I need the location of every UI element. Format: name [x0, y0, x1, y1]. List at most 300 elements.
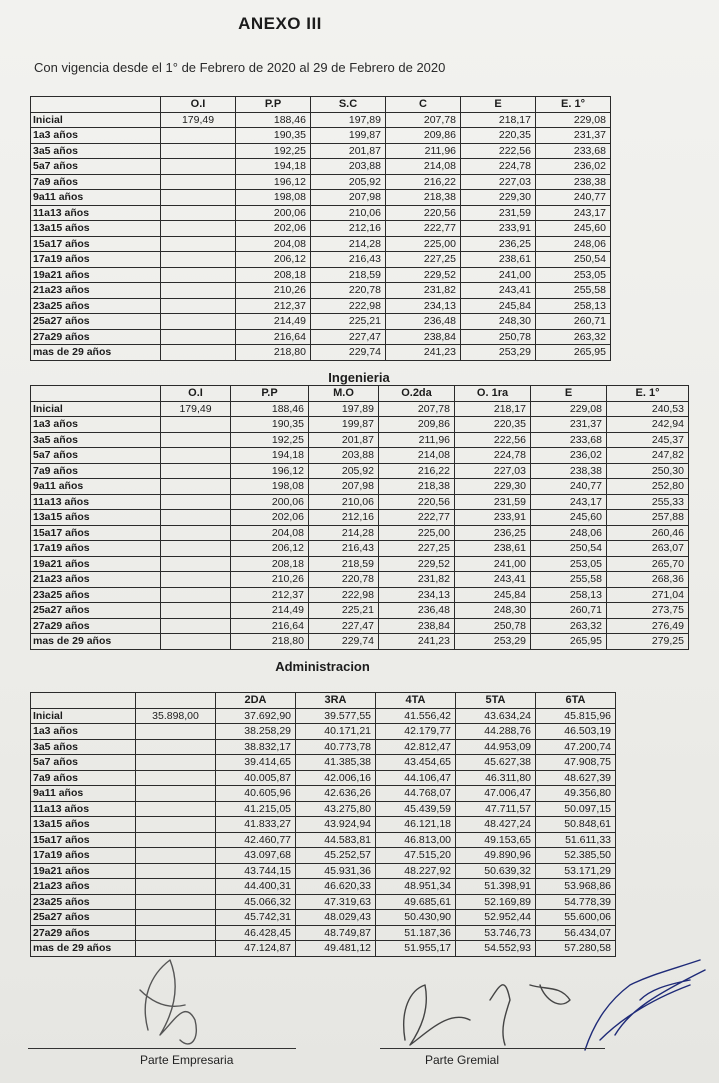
row-label: mas de 29 años: [31, 634, 161, 650]
table-cell: 253,29: [461, 345, 536, 361]
table-cell: 50.097,15: [536, 801, 616, 817]
table-cell: 216,22: [379, 463, 455, 479]
row-label: 23a25 años: [31, 894, 136, 910]
table-cell: 222,77: [386, 221, 461, 237]
table-cell: 50.639,32: [456, 863, 536, 879]
table-cell: 40.005,87: [216, 770, 296, 786]
table-cell: 52.952,44: [456, 910, 536, 926]
table-cell: 238,84: [386, 329, 461, 345]
table-cell: 179,49: [161, 112, 236, 128]
table-cell: 48.029,43: [296, 910, 376, 926]
table-cell: 245,37: [607, 432, 689, 448]
table-cell: 231,59: [455, 494, 531, 510]
table-cell: 51.611,33: [536, 832, 616, 848]
table-cell: 216,43: [309, 541, 379, 557]
table-cell: 255,58: [536, 283, 611, 299]
row-label: 7a9 años: [31, 463, 161, 479]
table-cell: 47.124,87: [216, 941, 296, 957]
table-cell: 45.439,59: [376, 801, 456, 817]
row-label: 15a17 años: [31, 525, 161, 541]
table-cell: 231,37: [536, 128, 611, 144]
column-header: O.I: [161, 97, 236, 113]
table-cell: 260,71: [536, 314, 611, 330]
column-header: 4TA: [376, 693, 456, 709]
row-label: Inicial: [31, 112, 161, 128]
table-cell: 53.171,29: [536, 863, 616, 879]
table-cell: 240,77: [536, 190, 611, 206]
signature-right: [585, 960, 705, 1050]
table-cell: 231,59: [461, 205, 536, 221]
table-cell: 204,08: [236, 236, 311, 252]
row-label: 13a15 años: [31, 510, 161, 526]
row-label: 5a7 años: [31, 159, 161, 175]
table-cell: 43.097,68: [216, 848, 296, 864]
table-cell: 252,80: [607, 479, 689, 495]
table-cell: 224,78: [455, 448, 531, 464]
table-cell: 231,82: [379, 572, 455, 588]
table-cell: 263,32: [531, 618, 607, 634]
row-label: 1a3 años: [31, 417, 161, 433]
table-cell: 51.955,17: [376, 941, 456, 957]
table-cell: 40.773,78: [296, 739, 376, 755]
table-cell: 243,41: [461, 283, 536, 299]
table-cell: 250,54: [536, 252, 611, 268]
row-label: 1a3 años: [31, 724, 136, 740]
table-cell: 243,17: [536, 205, 611, 221]
table-cell: 236,02: [536, 159, 611, 175]
table-cell: 216,64: [231, 618, 309, 634]
table-cell: 51.398,91: [456, 879, 536, 895]
table-cell: 44.768,07: [376, 786, 456, 802]
row-label: 17a19 años: [31, 848, 136, 864]
table-cell: 41.215,05: [216, 801, 296, 817]
table-cell: 258,13: [531, 587, 607, 603]
table-cell: 222,56: [455, 432, 531, 448]
table-cell: 51.187,36: [376, 925, 456, 941]
table-cell: 40.605,96: [216, 786, 296, 802]
row-label: Inicial: [31, 708, 136, 724]
table-cell: 229,30: [455, 479, 531, 495]
table-cell: 39.414,65: [216, 755, 296, 771]
table-cell: 212,16: [311, 221, 386, 237]
table-cell: 45.066,32: [216, 894, 296, 910]
page-title: ANEXO III: [238, 14, 322, 33]
table-cell: 222,77: [379, 510, 455, 526]
table-cell: 263,07: [607, 541, 689, 557]
column-header: 6TA: [536, 693, 616, 709]
table-cell: 205,92: [311, 174, 386, 190]
table-cell: 227,25: [379, 541, 455, 557]
table-cell: 47.319,63: [296, 894, 376, 910]
column-header: E: [461, 97, 536, 113]
table-cell: 229,08: [536, 112, 611, 128]
table-cell: 279,25: [607, 634, 689, 650]
table-cell: 233,91: [461, 221, 536, 237]
table-cell: 209,86: [379, 417, 455, 433]
column-header: E: [531, 386, 607, 402]
row-label: 11a13 años: [31, 494, 161, 510]
table-cell: 243,17: [531, 494, 607, 510]
table-cell: 208,18: [231, 556, 309, 572]
table-cell: 222,56: [461, 143, 536, 159]
row-label: Inicial: [31, 401, 161, 417]
table-cell: 214,08: [379, 448, 455, 464]
table-cell: 210,06: [311, 205, 386, 221]
table-cell: 227,03: [461, 174, 536, 190]
table-cell: 214,49: [236, 314, 311, 330]
table-cell: 214,08: [386, 159, 461, 175]
table-cell: 45.815,96: [536, 708, 616, 724]
table-cell: 52.169,89: [456, 894, 536, 910]
signature-line-left: [28, 1048, 296, 1049]
table-cell: 194,18: [236, 159, 311, 175]
table-cell: 245,60: [531, 510, 607, 526]
column-header: P.P: [231, 386, 309, 402]
table-cell: 35.898,00: [136, 708, 216, 724]
table-cell: 265,95: [536, 345, 611, 361]
table-cell: 43.454,65: [376, 755, 456, 771]
row-label: 25a27 años: [31, 910, 136, 926]
table-cell: 220,35: [461, 128, 536, 144]
table-cell: 179,49: [161, 401, 231, 417]
table-cell: 43.924,94: [296, 817, 376, 833]
table-cell: 238,61: [461, 252, 536, 268]
table-cell: 247,82: [607, 448, 689, 464]
table-cell: 48.951,34: [376, 879, 456, 895]
table-cell: 200,06: [236, 205, 311, 221]
table-cell: 198,08: [236, 190, 311, 206]
table-cell: 43.275,80: [296, 801, 376, 817]
table-cell: 263,32: [536, 329, 611, 345]
table-cell: 196,12: [236, 174, 311, 190]
table-cell: 46.813,00: [376, 832, 456, 848]
table-cell: 48.627,39: [536, 770, 616, 786]
table-cell: 46.428,45: [216, 925, 296, 941]
row-label: 11a13 años: [31, 801, 136, 817]
table-cell: 234,13: [379, 587, 455, 603]
table-cell: 47.711,57: [456, 801, 536, 817]
table-cell: 44.400,31: [216, 879, 296, 895]
table-cell: 45.931,36: [296, 863, 376, 879]
table-cell: 236,25: [461, 236, 536, 252]
signature-line-right: [380, 1048, 605, 1049]
table-cell: 188,46: [231, 401, 309, 417]
table-cell: 218,80: [236, 345, 311, 361]
table-cell: 48.749,87: [296, 925, 376, 941]
table-cell: 250,54: [531, 541, 607, 557]
table-cell: 204,08: [231, 525, 309, 541]
signature-middle: [404, 985, 570, 1045]
row-label: 25a27 años: [31, 314, 161, 330]
table-cell: 238,38: [531, 463, 607, 479]
table-cell: 49.356,80: [536, 786, 616, 802]
table-cell: 44.106,47: [376, 770, 456, 786]
table-cell: 248,06: [536, 236, 611, 252]
table-cell: 38.258,29: [216, 724, 296, 740]
table-cell: 250,30: [607, 463, 689, 479]
table-cell: 54.552,93: [456, 941, 536, 957]
table-cell: 210,26: [236, 283, 311, 299]
row-label: 17a19 años: [31, 252, 161, 268]
table-cell: 238,38: [536, 174, 611, 190]
row-label: 9a11 años: [31, 190, 161, 206]
table-cell: 216,43: [311, 252, 386, 268]
row-label: mas de 29 años: [31, 941, 136, 957]
row-label: 7a9 años: [31, 770, 136, 786]
table-cell: 46.311,80: [456, 770, 536, 786]
table-cell: 55.600,06: [536, 910, 616, 926]
signature-label-left: Parte Empresaria: [140, 1053, 234, 1067]
table-cell: 216,22: [386, 174, 461, 190]
table-cell: 220,56: [379, 494, 455, 510]
table-cell: 224,78: [461, 159, 536, 175]
table-cell: 201,87: [309, 432, 379, 448]
table-cell: 190,35: [236, 128, 311, 144]
table-cell: 49.890,96: [456, 848, 536, 864]
section-title-administracion: Administracion: [275, 659, 370, 674]
column-header: 5TA: [456, 693, 536, 709]
table-cell: 42.636,26: [296, 786, 376, 802]
table-cell: 265,70: [607, 556, 689, 572]
table-cell: 45.742,31: [216, 910, 296, 926]
table-cell: 265,95: [531, 634, 607, 650]
table-cell: 202,06: [231, 510, 309, 526]
table-cell: 233,68: [536, 143, 611, 159]
table-cell: 49.153,65: [456, 832, 536, 848]
table-cell: 245,60: [536, 221, 611, 237]
table-cell: 210,06: [309, 494, 379, 510]
table-cell: 37.692,90: [216, 708, 296, 724]
table-cell: 227,25: [386, 252, 461, 268]
table-cell: 214,28: [311, 236, 386, 252]
column-header: E. 1°: [536, 97, 611, 113]
table-cell: 47.515,20: [376, 848, 456, 864]
table-cell: 205,92: [309, 463, 379, 479]
table-cell: 248,06: [531, 525, 607, 541]
signature-left: [140, 960, 196, 1044]
row-label: 5a7 años: [31, 448, 161, 464]
table-cell: 192,25: [231, 432, 309, 448]
table-cell: 41.833,27: [216, 817, 296, 833]
table-cell: 260,71: [531, 603, 607, 619]
table-cell: 48.227,92: [376, 863, 456, 879]
row-label: 13a15 años: [31, 817, 136, 833]
table-cell: 257,88: [607, 510, 689, 526]
row-label: 15a17 años: [31, 236, 161, 252]
table-cell: 208,18: [236, 267, 311, 283]
table-cell: 43.634,24: [456, 708, 536, 724]
table-cell: 206,12: [231, 541, 309, 557]
table-cell: 229,52: [386, 267, 461, 283]
table-cell: 45.252,57: [296, 848, 376, 864]
table-cell: 216,64: [236, 329, 311, 345]
table-cell: 225,00: [379, 525, 455, 541]
table-cell: 53.746,73: [456, 925, 536, 941]
table-cell: 49.481,12: [296, 941, 376, 957]
table-cell: 214,28: [309, 525, 379, 541]
table-cell: 227,47: [309, 618, 379, 634]
table-cell: 227,47: [311, 329, 386, 345]
table-cell: 207,98: [311, 190, 386, 206]
table-cell: 234,13: [386, 298, 461, 314]
column-header: 3RA: [296, 693, 376, 709]
table-cell: 42.006,16: [296, 770, 376, 786]
row-label: 3a5 años: [31, 143, 161, 159]
signature-label-right: Parte Gremial: [425, 1053, 500, 1067]
table-cell: 220,56: [386, 205, 461, 221]
row-label: 11a13 años: [31, 205, 161, 221]
table-cell: 194,18: [231, 448, 309, 464]
table-cell: 203,88: [309, 448, 379, 464]
table-cell: 233,91: [455, 510, 531, 526]
table-cell: 44.288,76: [456, 724, 536, 740]
row-label: 25a27 años: [31, 603, 161, 619]
table-cell: 40.171,21: [296, 724, 376, 740]
table-cell: 188,46: [236, 112, 311, 128]
table-cell: 225,21: [311, 314, 386, 330]
table-cell: 218,17: [461, 112, 536, 128]
table-cell: 276,49: [607, 618, 689, 634]
table-cell: 50.430,90: [376, 910, 456, 926]
table-cell: 248,30: [461, 314, 536, 330]
table-cell: 47.006,47: [456, 786, 536, 802]
table-cell: 236,25: [455, 525, 531, 541]
table-cell: 229,74: [311, 345, 386, 361]
table-cell: 220,78: [309, 572, 379, 588]
table-cell: 198,08: [231, 479, 309, 495]
table-cell: 225,21: [309, 603, 379, 619]
table-cell: 42.460,77: [216, 832, 296, 848]
table-cell: 196,12: [231, 463, 309, 479]
table-cell: 212,37: [231, 587, 309, 603]
table-cell: 229,74: [309, 634, 379, 650]
row-label: 1a3 años: [31, 128, 161, 144]
table-cell: 42.179,77: [376, 724, 456, 740]
table-cell: 218,80: [231, 634, 309, 650]
table-cell: 49.685,61: [376, 894, 456, 910]
table-cell: 231,37: [531, 417, 607, 433]
validity-subtitle: Con vigencia desde el 1° de Febrero de 2020 al 29 de Febrero de 2020: [34, 60, 446, 75]
row-label: 23a25 años: [31, 298, 161, 314]
table-cell: 192,25: [236, 143, 311, 159]
table-cell: 199,87: [311, 128, 386, 144]
table-cell: 54.778,39: [536, 894, 616, 910]
table-cell: 56.434,07: [536, 925, 616, 941]
table-cell: 255,58: [531, 572, 607, 588]
table-cell: 39.577,55: [296, 708, 376, 724]
table-cell: 41.385,38: [296, 755, 376, 771]
table-cell: 199,87: [309, 417, 379, 433]
table-cell: 243,41: [455, 572, 531, 588]
table-cell: 197,89: [309, 401, 379, 417]
table-cell: 240,53: [607, 401, 689, 417]
table-cell: 46.121,18: [376, 817, 456, 833]
table-cell: 47.200,74: [536, 739, 616, 755]
row-label: 21a23 años: [31, 283, 161, 299]
table-cell: 41.556,42: [376, 708, 456, 724]
table-cell: 50.848,61: [536, 817, 616, 833]
table-cell: 245,84: [461, 298, 536, 314]
table-cell: 207,98: [309, 479, 379, 495]
table-cell: 46.503,19: [536, 724, 616, 740]
table-cell: 268,36: [607, 572, 689, 588]
row-label: 27a29 años: [31, 925, 136, 941]
table-cell: 44.583,81: [296, 832, 376, 848]
table-cell: 253,29: [455, 634, 531, 650]
table-cell: 229,08: [531, 401, 607, 417]
table-cell: 209,86: [386, 128, 461, 144]
table-cell: 47.908,75: [536, 755, 616, 771]
table-cell: 57.280,58: [536, 941, 616, 957]
row-label: 5a7 años: [31, 755, 136, 771]
table-cell: 43.744,15: [216, 863, 296, 879]
table-cell: 220,78: [311, 283, 386, 299]
row-label: 17a19 años: [31, 541, 161, 557]
row-label: 27a29 años: [31, 618, 161, 634]
row-label: 13a15 años: [31, 221, 161, 237]
column-header: S.C: [311, 97, 386, 113]
row-label: 3a5 años: [31, 432, 161, 448]
table-cell: 207,78: [386, 112, 461, 128]
table-cell: 201,87: [311, 143, 386, 159]
table-cell: 273,75: [607, 603, 689, 619]
table-cell: 231,82: [386, 283, 461, 299]
table-cell: 258,13: [536, 298, 611, 314]
table-cell: 227,03: [455, 463, 531, 479]
column-header: O.I: [161, 386, 231, 402]
table-cell: 240,77: [531, 479, 607, 495]
table-cell: 218,17: [455, 401, 531, 417]
column-header: O. 1ra: [455, 386, 531, 402]
table-cell: 255,33: [607, 494, 689, 510]
row-label: 21a23 años: [31, 572, 161, 588]
table-cell: 250,78: [455, 618, 531, 634]
column-header: P.P: [236, 97, 311, 113]
column-header: C: [386, 97, 461, 113]
table-cell: 229,52: [379, 556, 455, 572]
table-cell: 52.385,50: [536, 848, 616, 864]
section-title-ingenieria: Ingenieria: [328, 370, 390, 385]
table-cell: 236,48: [386, 314, 461, 330]
table-cell: 45.627,38: [456, 755, 536, 771]
table-cell: 236,48: [379, 603, 455, 619]
table-cell: 241,00: [461, 267, 536, 283]
table-cell: 233,68: [531, 432, 607, 448]
column-header: 2DA: [216, 693, 296, 709]
table-cell: 207,78: [379, 401, 455, 417]
table-cell: 242,94: [607, 417, 689, 433]
table-cell: 241,23: [379, 634, 455, 650]
table-cell: 211,96: [386, 143, 461, 159]
table-cell: 229,30: [461, 190, 536, 206]
table-cell: 218,59: [309, 556, 379, 572]
table-cell: 236,02: [531, 448, 607, 464]
column-header: O.2da: [379, 386, 455, 402]
table-cell: 241,23: [386, 345, 461, 361]
table-cell: 197,89: [311, 112, 386, 128]
table-cell: 253,05: [531, 556, 607, 572]
table-cell: 200,06: [231, 494, 309, 510]
table-cell: 250,78: [461, 329, 536, 345]
row-label: 3a5 años: [31, 739, 136, 755]
row-label: 7a9 años: [31, 174, 161, 190]
table-cell: 44.953,09: [456, 739, 536, 755]
table-cell: 218,38: [379, 479, 455, 495]
table-cell: 248,30: [455, 603, 531, 619]
table-cell: 271,04: [607, 587, 689, 603]
table-cell: 222,98: [309, 587, 379, 603]
table-cell: 206,12: [236, 252, 311, 268]
